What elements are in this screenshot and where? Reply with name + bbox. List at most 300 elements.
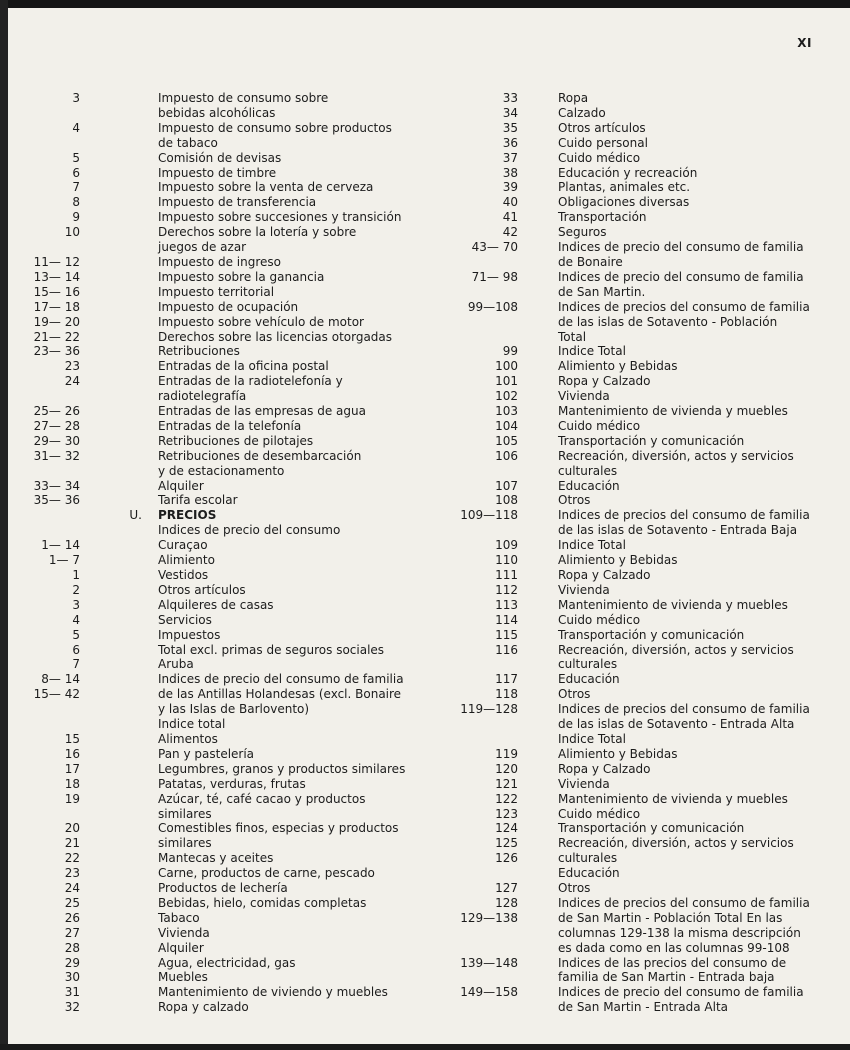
column-number: 23 [64,359,80,374]
column-number: 109—118 [460,508,518,523]
index-entry [30,747,420,762]
entry-description: Indice Total [558,344,626,359]
column-number: 6 [72,642,80,657]
column-number: 22 [64,851,80,866]
entry-description: Impuesto de consumo sobre productos de tabaco [158,120,392,150]
entry-description: Impuesto sobre succesiones y transición [158,210,402,225]
entry-description: similares [158,836,212,851]
column-number: 100 [495,359,518,374]
entry-description: Seguros [558,225,607,240]
entry-description: Indices de precio del consumo de familia de Bonaire [558,240,804,269]
index-entry [30,985,420,1000]
column-number: 124 [495,821,518,836]
index-entry [440,91,832,106]
index-entry [440,613,832,628]
index-entry [440,493,832,508]
column-number: 114 [495,612,518,627]
entry-description: Productos de lechería [158,881,288,896]
index-entry [30,91,420,121]
index-entry [30,270,420,285]
column-number: 35 [502,120,518,135]
entry-description: Comisión de devisas [158,150,282,165]
index-entry [440,956,832,986]
entry-description: Educación [558,478,620,493]
column-number: 41 [502,210,518,225]
column-number: 105 [495,433,518,448]
column-number: 122 [495,791,518,806]
entry-description: Mantenimiento de vivienda y muebles [558,791,788,806]
column-number: 33— 34 [33,478,80,493]
column-number: 25 [64,895,80,910]
index-entry [30,121,420,151]
entry-description: Servicios [158,612,212,627]
entry-description: Impuesto de consumo sobre bebidas alcohólicas [158,91,329,120]
column-number: 27— 28 [33,418,80,433]
entry-description: Indice Total [558,538,626,553]
entry-description: Impuestos [158,627,221,642]
index-entry [440,389,832,404]
entry-description: Impuesto territorial [158,284,275,299]
entry-description: Indices de precios del consumo de familia [558,895,810,910]
index-entry [30,180,420,195]
index-entry [440,419,832,434]
column-number: 15— 42 [33,687,80,702]
entry-description: Aruba [158,657,194,672]
index-entry [30,434,420,449]
top-border [0,0,850,8]
index-entry [30,166,420,181]
entry-description: Comestibles finos, especias y productos [158,821,399,836]
column-number: 123 [495,806,518,821]
index-entry [30,300,420,315]
entry-description: Recreación, diversión, actos y servicios [558,836,794,851]
entry-description: Transportación y comunicación [558,433,745,448]
index-entry [30,255,420,270]
column-number: 119—128 [460,702,518,717]
index-entry [440,911,832,956]
entry-description: Cuido médico [558,806,641,821]
entry-description: Muebles [158,970,208,985]
index-entry [440,896,832,911]
column-number: 108 [495,493,518,508]
index-entry [30,359,420,374]
entry-description: Alquileres de casas [158,597,274,612]
entry-description: Mantenimiento de vivienda y muebles [558,404,788,419]
index-entry [30,404,420,419]
column-number: 99—108 [467,299,518,314]
entry-description: Entradas de las empresas de agua [158,404,366,419]
entry-description: Ropa [558,91,589,105]
column-number: 4 [72,120,80,135]
index-entry [440,479,832,494]
entry-description: Impuesto sobre vehículo de motor [158,314,364,329]
index-entry [440,449,832,479]
index-entry [440,166,832,181]
index-entry [30,344,420,359]
bottom-border [0,1044,850,1050]
index-entry [30,657,420,672]
entry-description: Otros artículos [558,120,646,135]
index-entry [30,285,420,300]
entry-description: Entradas de la radiotelefonía y radiotelegrafía [158,374,343,404]
column-number: 32 [64,1000,80,1015]
entry-description: Ropa y calzado [158,1000,249,1015]
index-entry [30,866,420,881]
index-entry [440,836,832,851]
index-entry [30,330,420,345]
column-number: 34 [502,105,518,120]
column-number: 11— 12 [33,254,80,269]
column-number: 33 [502,91,518,105]
column-number: 106 [495,448,518,463]
index-entry [440,404,832,419]
index-entry [440,374,832,389]
section-heading: PRECIOS [158,508,217,523]
column-number: 35— 36 [33,493,80,508]
entry-description: Otros [558,687,591,702]
index-entry [440,881,832,896]
column-number: 17 [64,761,80,776]
index-entry [440,106,832,121]
column-number: 128 [495,895,518,910]
column-number: 107 [495,478,518,493]
column-number: 37 [502,150,518,165]
column-number: 118 [495,687,518,702]
column-number: 31 [64,985,80,1000]
index-entry [440,508,832,538]
index-entry [440,747,832,762]
index-entry [30,717,420,732]
entry-description: Otros artículos [158,582,246,597]
column-number: 24 [64,881,80,896]
column-number: 117 [495,672,518,687]
column-number: 5 [72,150,80,165]
entry-description: Impuesto de transferencia [158,195,317,210]
column-number: 9 [72,210,80,225]
column-number: 29— 30 [33,433,80,448]
column-number: 42 [502,225,518,240]
index-entry [30,732,420,747]
column-number: 43— 70 [471,240,518,255]
column-number: 38 [502,165,518,180]
entry-description: Impuesto de ingreso [158,254,281,269]
column-number: 2 [72,582,80,597]
entry-description: Bebidas, hielo, comidas completas [158,895,367,910]
entry-description: Azúcar, té, café cacao y productos similares [158,791,366,821]
entry-description: Mantecas y aceites [158,851,274,866]
index-entry [30,762,420,777]
entry-description: de las Antillas Holandesas (excl. Bonaire y las Islas de Barlovento) [158,687,402,717]
index-entry [440,672,832,687]
entry-description: Impuesto sobre la ganancia [158,269,325,284]
index-entry [440,136,832,151]
index-entry [30,821,420,836]
entry-description: Pan y pastelería [158,746,255,761]
index-entry [30,911,420,926]
index-entry [440,807,832,822]
column-number: 28 [64,940,80,955]
entry-description: Plantas, animales etc. [558,180,691,195]
column-number: 103 [495,404,518,419]
column-number: 1 [72,568,80,582]
index-entry [440,792,832,807]
column-number: 121 [495,776,518,791]
page-number: XI [797,36,812,50]
index-entry [440,151,832,166]
right-column-index [440,91,832,1015]
index-entry [440,643,832,673]
entry-description: Vestidos [158,568,209,582]
entry-description: Obligaciones diversas [558,195,690,210]
index-entry [440,434,832,449]
column-number: 13— 14 [33,269,80,284]
column-number: 8— 14 [41,672,80,687]
entry-description: Ropa y Calzado [558,761,651,776]
index-entry [440,210,832,225]
column-number: 30 [64,970,80,985]
index-entry [440,359,832,374]
entry-description: Retribuciones de pilotajes [158,433,314,448]
entry-description: Indices de precios del consumo de familia de las islas de Sotavento - Entrada Alta [558,702,810,732]
column-number: 31— 32 [33,448,80,463]
entry-description: Derechos sobre la lotería y sobre juegos de azar [158,225,357,255]
column-number: 36 [502,135,518,150]
entry-description: Impuesto de timbre [158,165,277,180]
entry-description: Alquiler [158,478,204,493]
index-entry [440,195,832,210]
index-entry [30,598,420,613]
index-entry [30,1000,420,1015]
entry-description: Alquiler [158,940,204,955]
entry-description: Indices de precio del consumo [158,523,341,538]
entry-description: Vivienda [158,925,210,940]
entry-description: Indice Total [558,731,626,746]
entry-description: Indices de precio del consumo de familia de San Martin. [558,269,804,299]
index-entry [440,762,832,777]
column-number: 102 [495,389,518,404]
column-number: 23— 36 [33,344,80,359]
column-number: 27 [64,925,80,940]
column-number: 5 [72,627,80,642]
index-entry [440,300,832,345]
entry-description: Retribuciones [158,344,240,359]
column-number: 71— 98 [471,269,518,284]
index-entry [30,896,420,911]
index-entry [440,732,832,747]
entry-description: Alimiento y Bebidas [558,359,678,374]
column-number: 19 [64,791,80,806]
entry-description: Entradas de la oficina postal [158,359,329,374]
column-number: 7 [72,180,80,195]
column-number: 1— 14 [41,538,80,553]
entry-description: Indices de las precios del consumo de familia de San Martin - Entrada baja [558,955,787,985]
entry-description: Recreación, diversión, actos y servicios culturales [558,448,794,478]
index-entry [30,643,420,658]
index-entry [440,583,832,598]
entry-description: de San Martin - Población Total En las columnas 129-138 la misma descripción es dada como en las columnas 99-108 [558,910,801,955]
entry-description: Derechos sobre las licencias otorgadas [158,329,393,344]
column-number: 112 [495,582,518,597]
column-number: 109 [495,538,518,553]
entry-description: Indices de precio del consumo de familia [158,672,404,687]
index-entry [30,926,420,941]
index-entry [30,538,420,553]
entry-description: Transportación y comunicación [558,627,745,642]
entry-description: Alimiento [158,553,215,568]
index-entry [30,777,420,792]
index-entry [30,687,420,717]
entry-description: Impuesto de ocupación [158,299,299,314]
entry-description: Legumbres, granos y productos similares [158,761,406,776]
index-entry [440,344,832,359]
index-entry [440,538,832,553]
index-entry [30,881,420,896]
entry-description: Cuido médico [558,418,641,433]
column-number: 21— 22 [33,329,80,344]
column-number: 26 [64,910,80,925]
entry-description: Alimiento y Bebidas [558,553,678,568]
index-entry [30,553,420,568]
index-entry [440,568,832,583]
index-entry [440,851,832,866]
index-entry [440,553,832,568]
index-entry [440,225,832,240]
column-number: 21 [64,836,80,851]
column-number: 3 [72,91,80,105]
column-number: 125 [495,836,518,851]
section-letter: U. [129,508,142,523]
index-entry [440,180,832,195]
entry-description: Calzado [558,105,606,120]
entry-description: Educación [558,866,620,881]
index-entry [30,315,420,330]
column-number: 139—148 [460,955,518,970]
column-number: 110 [495,553,518,568]
column-number: 39 [502,180,518,195]
entry-description: Educación y recreación [558,165,698,180]
column-number: 20 [64,821,80,836]
entry-description: Tabaco [158,910,200,925]
column-number: 101 [495,374,518,389]
left-border [0,0,8,1050]
index-entry [30,523,420,538]
entry-description: Vivienda [558,582,610,597]
entry-description: Ropa y Calzado [558,374,651,389]
index-entry [30,970,420,985]
entry-description: Otros [558,493,591,508]
index-entry [30,449,420,479]
index-entry [440,598,832,613]
column-number: 127 [495,881,518,896]
entry-description: Transportación [558,210,647,225]
column-number: 17— 18 [33,299,80,314]
index-entry [30,210,420,225]
index-entry [30,508,420,523]
column-number: 19— 20 [33,314,80,329]
column-number: 111 [495,568,518,582]
column-number: 6 [72,165,80,180]
entry-description: Carne, productos de carne, pescado [158,866,375,881]
column-number: 3 [72,597,80,612]
column-number: 104 [495,418,518,433]
column-number: 25— 26 [33,404,80,419]
entry-description: Agua, electricidad, gas [158,955,296,970]
index-entry [440,985,832,1015]
column-number: 149—158 [460,985,518,1000]
index-entry [30,493,420,508]
column-number: 8 [72,195,80,210]
entry-description: Retribuciones de desembarcación y de estacionamento [158,448,362,478]
entry-description: Patatas, verduras, frutas [158,776,306,791]
index-entry [440,687,832,702]
column-number: 1— 7 [48,553,80,568]
index-entry [30,628,420,643]
entry-description: Transportación y comunicación [558,821,745,836]
column-number: 129—138 [460,910,518,925]
index-entry [30,479,420,494]
entry-description: Vivienda [558,389,610,404]
column-number: 7 [72,657,80,672]
column-number: 115 [495,627,518,642]
index-entry [30,151,420,166]
entry-description: Recreación, diversión, actos y servicios culturales [558,642,794,672]
index-entry [30,792,420,822]
column-number: 23 [64,866,80,881]
entry-description: Cuido personal [558,135,648,150]
index-entry [30,836,420,851]
index-entry [30,851,420,866]
column-number: 40 [502,195,518,210]
entry-description: Indice total [158,717,226,732]
index-entry [440,628,832,643]
entry-description: Alimiento y Bebidas [558,746,678,761]
index-entry [440,121,832,136]
index-entry [30,195,420,210]
left-column-index [30,91,420,1015]
column-number: 15— 16 [33,284,80,299]
entry-description: Tarifa escolar [158,493,238,508]
entry-description: Alimentos [158,731,218,746]
index-entry [30,583,420,598]
entry-description: Vivienda [558,776,610,791]
column-number: 126 [495,851,518,866]
entry-description: Indices de precios del consumo de familia de las islas de Sotavento - Entrada Baja [558,508,810,538]
column-number: 29 [64,955,80,970]
entry-description: Otros [558,881,591,896]
index-entry [440,240,832,270]
index-entry [30,613,420,628]
column-number: 10 [64,225,80,240]
entry-description: Educación [558,672,620,687]
column-number: 24 [64,374,80,389]
index-entry [30,419,420,434]
entry-description: Mantenimiento de vivienda y muebles [558,597,788,612]
index-entry [30,225,420,255]
column-number: 116 [495,642,518,657]
entry-description: Indices de precio del consumo de familia de San Martin - Entrada Alta [558,985,804,1015]
entry-description: Entradas de la telefonía [158,418,302,433]
index-entry [440,777,832,792]
index-entry [30,941,420,956]
column-number: 18 [64,776,80,791]
column-number: 16 [64,746,80,761]
column-number: 113 [495,597,518,612]
entry-description: Cuido médico [558,612,641,627]
index-entry [440,270,832,300]
index-entry [440,866,832,881]
entry-description: Curaçao [158,538,208,553]
entry-description: Total excl. primas de seguros sociales [158,642,385,657]
